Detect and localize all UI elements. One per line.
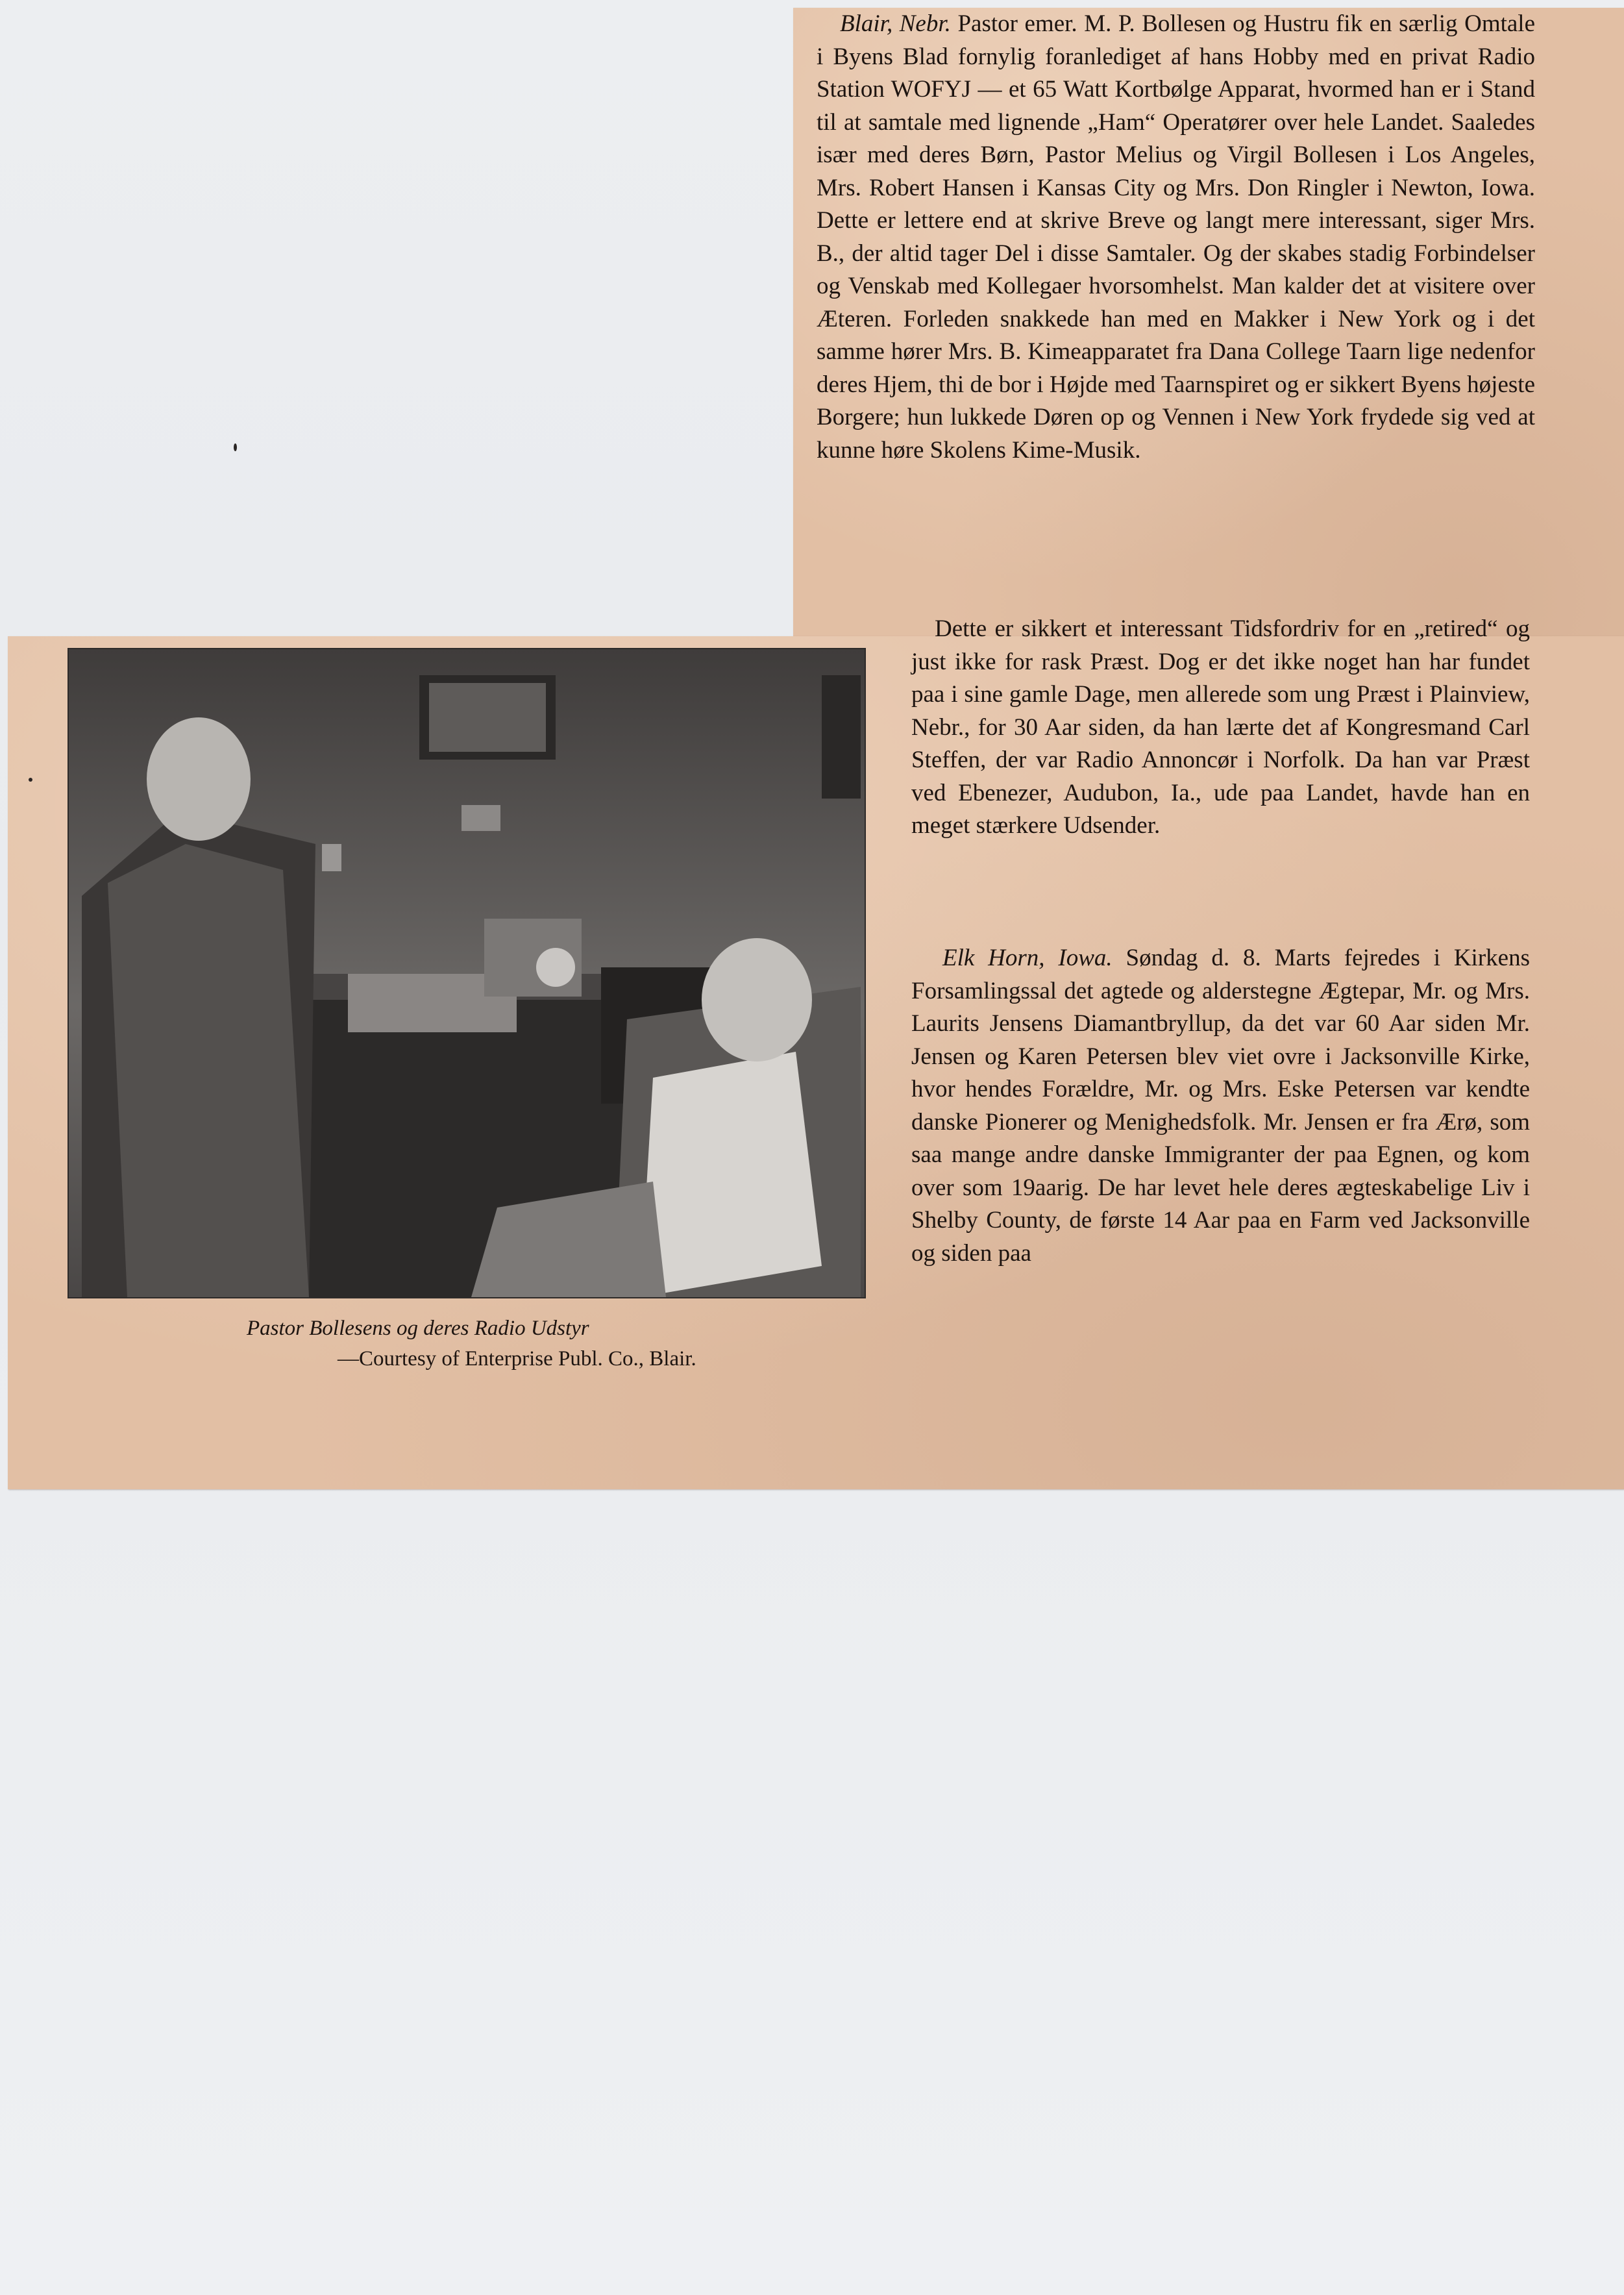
news-photo: [68, 648, 866, 1298]
photo-caption: Pastor Bollesens og deres Radio Udstyr: [247, 1317, 589, 1340]
article-blair-continued: [911, 613, 1530, 843]
article-elkhorn-text: Søndag d. 8. Marts fejredes i Kirkens Forsamlingssal det agtede og alderstegne Ægtepar, Mr. og Mrs. Laurits Jensens Diamantbryllup, da det var 60 Aar siden Mr. Jensen og Karen Petersen blev viet ovre i Jacksonville Kirke, hvor hendes Forældre, Mr. og Mrs. Eske Petersen var kendte danske Pionerer og Menighedsfolk. Mr. Jensen er fra Ærø, som saa mange andre danske Immigranter der paa Egnen, og kom over som 19aarig. De har levet hele deres ægteskabelige Liv i Shelby County, de første 14 Aar paa en Farm ved Jacksonville og siden paa: [911, 945, 1530, 1267]
article-blair-text: Pastor emer. M. P. Bollesen og Hustru fik en særlig Omtale i Byens Blad fornylig foranlediget af hans Hobby med en privat Radio Station WOFYJ — et 65 Watt Kortbølge Apparat, hvormed han er i Stand til at samtale med lignende „Ham“ Operatører over hele Landet. Saaledes især med deres Børn, Pastor Melius og Virgil Bollesen i Los Angeles, Mrs. Robert Hansen i Kansas City og Mrs. Don Ringler i Newton, Iowa. Dette er lettere end at skrive Breve og langt mere interessant, siger Mrs. B., der altid tager Del i disse Samtaler. Og der skabes stadig Forbindelser og Venskab med Kollegaer hvorsomhelst. Man kalder det at visitere over Æteren. Forleden snakkede han med en Makker i New York og i det samme hører Mrs. B. Kimeapparatet fra Dana College Taarn lige nedenfor deres Hjem, thi de bor i Højde med Taarnspiret og er sikkert Byens højeste Borgere; hun lukkede Døren op og Vennen i New York frydede sig ved at kunne høre Skolens Kime-Musik.: [817, 10, 1536, 464]
article-elkhorn: [911, 942, 1530, 1270]
article-blair: [817, 8, 1535, 467]
photo-halftone-image: [69, 649, 865, 1297]
article-blair-text-continued: Dette er sikkert et interessant Tidsfordriv for en „retired“ og just ikke for rask Præst. Dog er det ikke noget han har fundet paa i sine gamle Dage, men allerede som ung Præst i Plainview, Nebr., for 30 Aar siden, da han lærte det af Kongresmand Carl Steffen, der var Radio Annoncør i Norfolk. Da han var Præst ved Ebenezer, Audubon, Ia., ude paa Landet, havde han en meget stærkere Udsender.: [911, 615, 1530, 839]
photo-credit: —Courtesy of Enterprise Publ. Co., Blair.: [338, 1347, 696, 1371]
place-heading-elkhorn: Elk Horn, Iowa.: [942, 945, 1113, 971]
place-heading-blair: Blair, Nebr.: [840, 10, 951, 37]
pencil-dot: [29, 778, 32, 782]
pencil-mark: [234, 443, 237, 451]
